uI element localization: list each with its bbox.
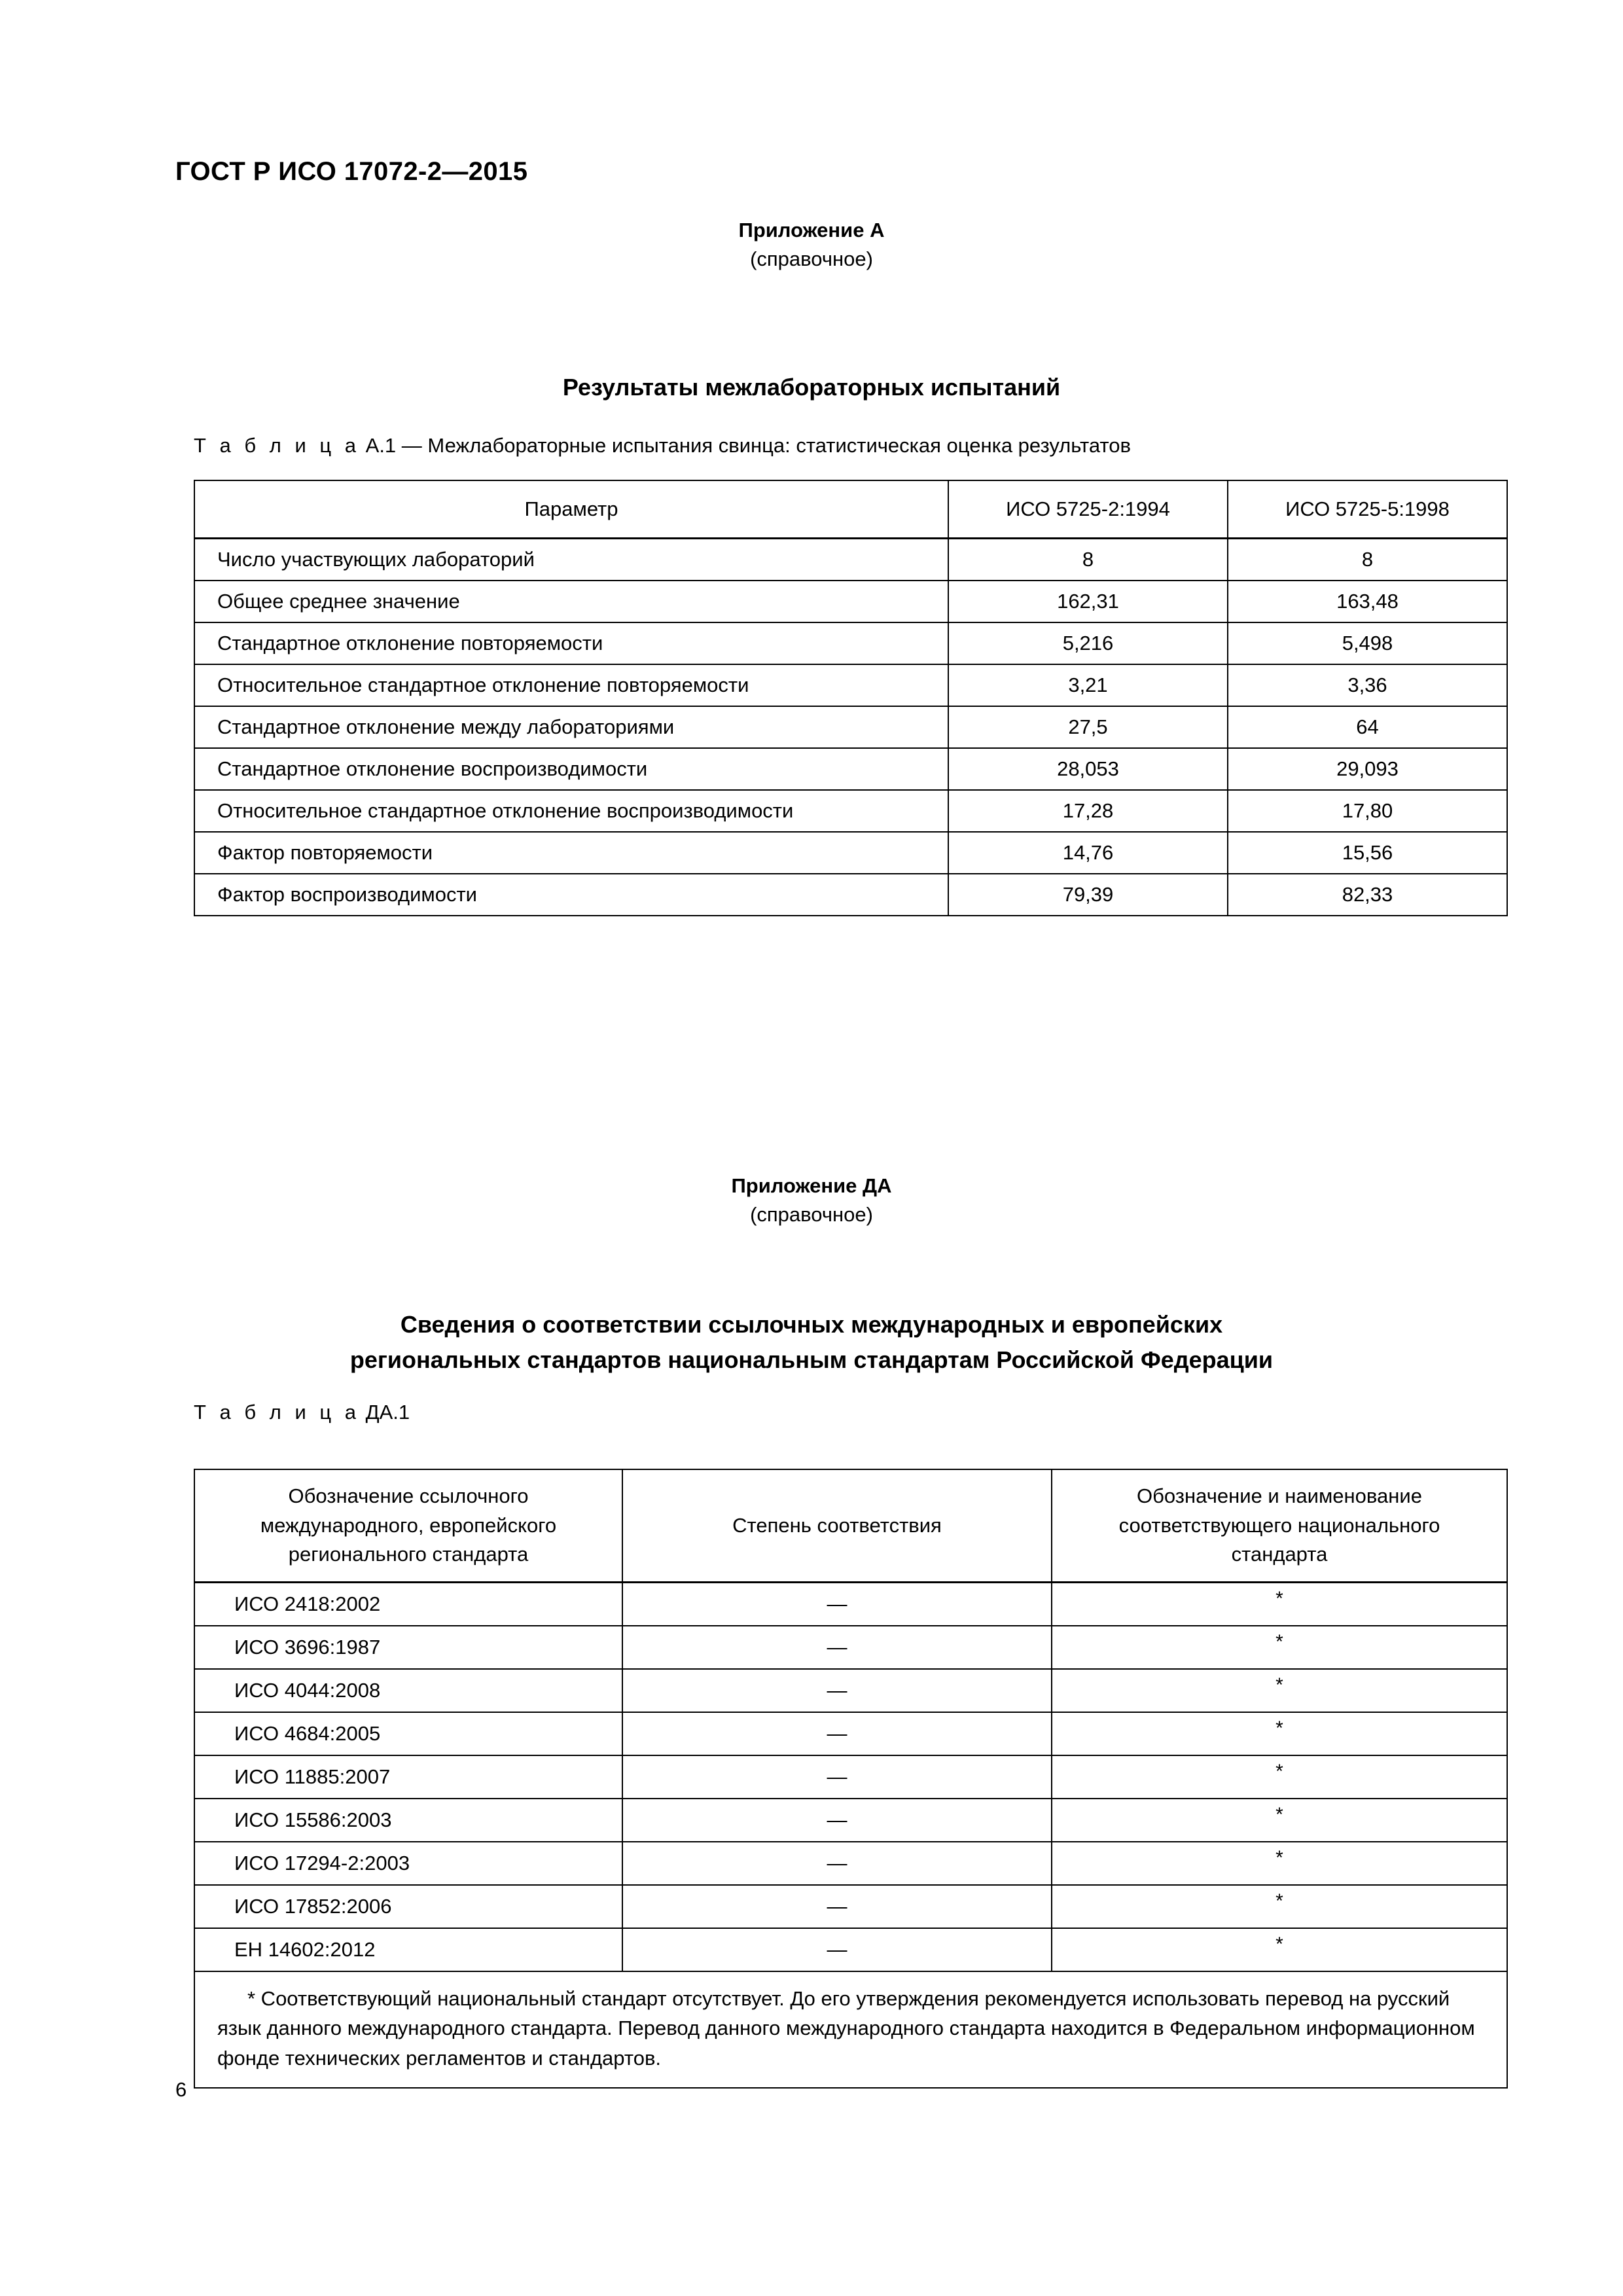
header-line: Степень соответствия — [732, 1513, 942, 1537]
header-line: регионального стандарта — [288, 1543, 529, 1566]
table-da1-degree: — — [622, 1928, 1052, 1971]
table-da1-standard: ИСО 4044:2008 — [194, 1669, 622, 1712]
table-da1-standard: ИСО 17852:2006 — [194, 1885, 622, 1928]
table-a1-header-iso-5725-5: ИСО 5725-5:1998 — [1228, 480, 1507, 539]
footnote-asterisk: * — [1275, 1847, 1283, 1869]
table-da1-degree: — — [622, 1712, 1052, 1755]
table-a1-param: Число участвующих лабораторий — [194, 539, 948, 581]
table-da1-header-row — [194, 1469, 1507, 1583]
table-a1-header-parameter: Параметр — [194, 480, 948, 539]
table-da1-header-reference-standard — [194, 1469, 622, 1583]
table-row — [194, 1755, 1507, 1799]
table-da1-national — [1052, 1885, 1507, 1928]
table-da1-degree: — — [622, 1799, 1052, 1842]
document-header: ГОСТ Р ИСО 17072-2—2015 — [175, 157, 528, 186]
table-da1-national — [1052, 1626, 1507, 1669]
table-a1-value-iso2: 79,39 — [948, 874, 1228, 916]
footnote-asterisk: * — [1275, 1631, 1283, 1653]
table-row — [194, 1842, 1507, 1885]
table-a1-value-iso5: 15,56 — [1228, 832, 1507, 874]
table-row — [194, 1626, 1507, 1669]
table-da1-degree: — — [622, 1583, 1052, 1626]
annex-a-kind: (справочное) — [750, 247, 873, 271]
table-da1-national — [1052, 1928, 1507, 1971]
annex-da-title — [175, 1307, 1448, 1378]
footnote-asterisk: * — [1275, 1761, 1283, 1782]
header-line: соответствующего национального — [1118, 1513, 1440, 1537]
footnote-asterisk: * — [1275, 1717, 1283, 1739]
table-a1-param: Относительное стандартное отклонение воспроизводимости — [194, 790, 948, 832]
table-da1-degree: — — [622, 1626, 1052, 1669]
table-row — [194, 1712, 1507, 1755]
table-a1-param: Стандартное отклонение между лабораториями — [194, 706, 948, 748]
table-row — [194, 1928, 1507, 1971]
table-a1-value-iso2: 28,053 — [948, 748, 1228, 790]
table-da1-caption-prefix: Т а б л и ц а — [194, 1401, 361, 1424]
annex-a-label: Приложение А — [738, 219, 885, 242]
table-row — [194, 664, 1507, 706]
table-row — [194, 1583, 1507, 1626]
annex-da-kind: (справочное) — [750, 1203, 873, 1227]
table-da1-standard: ИСО 17294-2:2003 — [194, 1842, 622, 1885]
table-da1 — [194, 1469, 1508, 2089]
annex-da-title-line2: региональных стандартов национальным стандартам Российской Федерации — [349, 1346, 1274, 1373]
table-da1-standard: ИСО 11885:2007 — [194, 1755, 622, 1799]
header-line: Обозначение ссылочного — [288, 1484, 529, 1507]
table-a1-value-iso2: 17,28 — [948, 790, 1228, 832]
footnote-asterisk: * — [1275, 1804, 1283, 1825]
table-da1-standard: ИСО 4684:2005 — [194, 1712, 622, 1755]
table-a1-value-iso5: 29,093 — [1228, 748, 1507, 790]
table-a1-caption-prefix: Т а б л и ц а — [194, 434, 361, 457]
header-line: стандарта — [1231, 1543, 1328, 1566]
table-da1-caption — [194, 1401, 410, 1424]
table-da1-national — [1052, 1712, 1507, 1755]
annex-a-title: Результаты межлабораторных испытаний — [562, 374, 1061, 401]
table-a1-param: Общее среднее значение — [194, 581, 948, 622]
table-row — [194, 622, 1507, 664]
table-row — [194, 706, 1507, 748]
table-a1-param: Фактор воспроизводимости — [194, 874, 948, 916]
table-a1-value-iso5: 17,80 — [1228, 790, 1507, 832]
table-a1-value-iso2: 14,76 — [948, 832, 1228, 874]
table-row — [194, 539, 1507, 581]
table-da1-national — [1052, 1842, 1507, 1885]
table-row — [194, 874, 1507, 916]
table-da1-standard: ИСО 2418:2002 — [194, 1583, 622, 1626]
table-a1-value-iso2: 27,5 — [948, 706, 1228, 748]
table-da1-degree: — — [622, 1755, 1052, 1799]
table-a1-value-iso5: 163,48 — [1228, 581, 1507, 622]
table-a1-value-iso2: 3,21 — [948, 664, 1228, 706]
table-a1-param: Стандартное отклонение повторяемости — [194, 622, 948, 664]
table-da1-standard: ИСО 15586:2003 — [194, 1799, 622, 1842]
footnote-asterisk: * — [1275, 1890, 1283, 1912]
table-a1-value-iso2: 8 — [948, 539, 1228, 581]
header-line: Обозначение и наименование — [1137, 1484, 1422, 1507]
table-a1-caption — [194, 434, 1131, 457]
annex-a-heading — [0, 216, 1623, 274]
table-da1-degree: — — [622, 1885, 1052, 1928]
header-line: международного, европейского — [260, 1513, 557, 1537]
table-da1-footnote-row — [194, 1971, 1507, 2088]
table-da1-footnote: * Соответствующий национальный стандарт отсутствует. До его утверждения рекомендуется использовать перевод на русский язык данного международного стандарта. Перевод данного международного стандарта находится в Федеральном информационном фонде технических регламентов и стандартов. — [194, 1971, 1507, 2088]
table-da1-header-national-standard — [1052, 1469, 1507, 1583]
table-da1-caption-rest: ДА.1 — [365, 1401, 410, 1424]
table-a1-header-iso-5725-2: ИСО 5725-2:1994 — [948, 480, 1228, 539]
table-row — [194, 1885, 1507, 1928]
table-a1-value-iso2: 5,216 — [948, 622, 1228, 664]
table-a1-value-iso5: 8 — [1228, 539, 1507, 581]
table-a1 — [194, 480, 1508, 916]
table-da1-national — [1052, 1669, 1507, 1712]
table-da1-standard: ЕН 14602:2012 — [194, 1928, 622, 1971]
footnote-asterisk: * — [1275, 1588, 1283, 1609]
table-row — [194, 1669, 1507, 1712]
table-row — [194, 581, 1507, 622]
table-da1-standard: ИСО 3696:1987 — [194, 1626, 622, 1669]
table-a1-value-iso5: 64 — [1228, 706, 1507, 748]
table-da1-national — [1052, 1755, 1507, 1799]
table-da1-header-conformity-degree — [622, 1469, 1052, 1583]
table-da1-degree: — — [622, 1842, 1052, 1885]
table-a1-value-iso5: 3,36 — [1228, 664, 1507, 706]
table-da1-degree: — — [622, 1669, 1052, 1712]
table-a1-caption-rest: А.1 — Межлабораторные испытания свинца: статистическая оценка результатов — [365, 434, 1131, 457]
table-da1-national — [1052, 1799, 1507, 1842]
table-a1-value-iso5: 5,498 — [1228, 622, 1507, 664]
table-row — [194, 1799, 1507, 1842]
table-a1-value-iso5: 82,33 — [1228, 874, 1507, 916]
footnote-asterisk: * — [1275, 1674, 1283, 1696]
table-a1-value-iso2: 162,31 — [948, 581, 1228, 622]
annex-da-heading — [0, 1172, 1623, 1229]
table-row — [194, 832, 1507, 874]
table-a1-param: Относительное стандартное отклонение повторяемости — [194, 664, 948, 706]
table-a1-header-row — [194, 480, 1507, 539]
annex-da-title-line1: Сведения о соответствии ссылочных международных и европейских — [400, 1311, 1223, 1338]
annex-da-label: Приложение ДА — [731, 1174, 892, 1197]
table-a1-param: Фактор повторяемости — [194, 832, 948, 874]
table-row — [194, 790, 1507, 832]
table-row — [194, 748, 1507, 790]
page-number: 6 — [175, 2078, 187, 2101]
table-a1-param: Стандартное отклонение воспроизводимости — [194, 748, 948, 790]
footnote-asterisk: * — [1275, 1933, 1283, 1955]
table-da1-national — [1052, 1583, 1507, 1626]
